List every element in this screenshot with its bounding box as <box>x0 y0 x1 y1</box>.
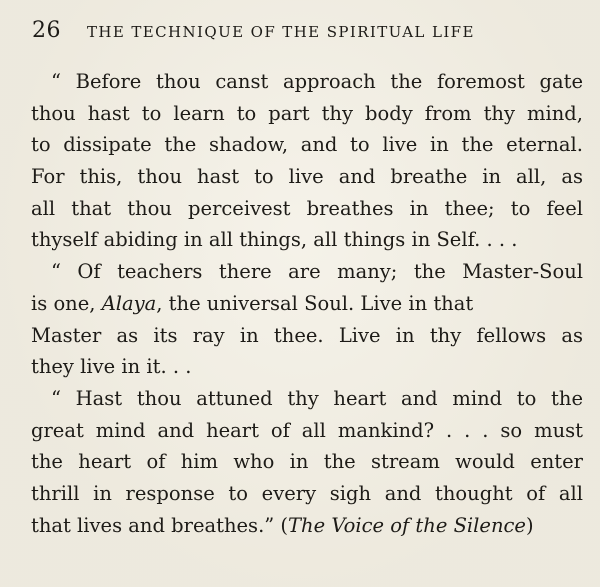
text-line: they live in it. . . <box>31 355 192 379</box>
text-segment: ) <box>525 513 534 537</box>
citation-title: The Voice of the Silence <box>288 513 526 537</box>
paragraph-1 <box>31 66 583 256</box>
text-segment: is one, <box>31 291 102 315</box>
text-line-with-citation <box>31 510 583 542</box>
text-line: great mind and heart of all mankind? . . . so must <box>31 418 583 442</box>
body-text <box>31 66 583 541</box>
text-line: “ Of teachers there are many; the Master-Soul <box>51 260 583 284</box>
text-line: “ Hast thou attuned thy heart and mind to the <box>51 386 583 410</box>
text-segment: that lives and breathes.” ( <box>31 513 289 537</box>
text-line: all that thou perceivest breathes in thee; to feel <box>31 196 583 220</box>
text-line: thyself abiding in all things, all things in Self. . . . <box>31 228 518 252</box>
text-segment: , the universal Soul. Live in that <box>156 291 474 315</box>
italic-term: Alaya <box>101 291 157 315</box>
text-line-with-italic <box>31 288 583 320</box>
page-number: 26 <box>32 18 61 43</box>
text-line: thrill in response to every sigh and thought of all <box>31 481 583 505</box>
text-line: the heart of him who in the stream would enter <box>31 450 583 474</box>
text-line: “ Before thou canst approach the foremost gate <box>51 70 583 93</box>
text-line: to dissipate the shadow, and to live in the eternal. <box>31 133 583 157</box>
paragraph-3 <box>31 383 583 541</box>
text-line: thou hast to learn to part thy body from thy mind, <box>31 101 583 125</box>
text-line: For this, thou hast to live and breathe in all, as <box>31 165 583 189</box>
paragraph-2 <box>31 256 583 383</box>
text-line: Master as its ray in thee. Live in thy fellows as <box>31 323 583 347</box>
running-title: THE TECHNIQUE OF THE SPIRITUAL LIFE <box>87 23 475 41</box>
running-head <box>32 18 572 44</box>
